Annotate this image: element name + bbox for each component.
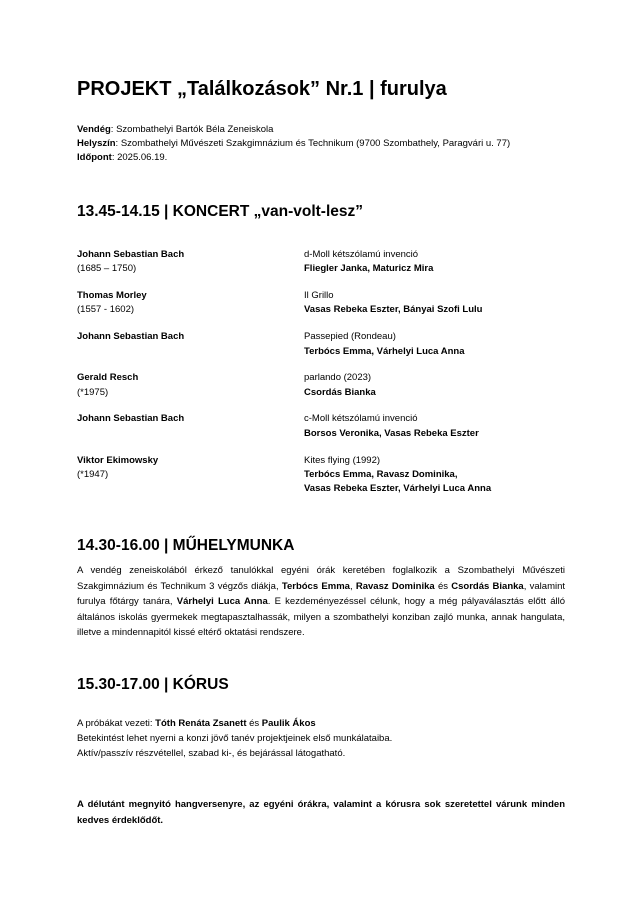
concert-heading: 13.45-14.15 | KONCERT „van-volt-lesz” — [77, 203, 364, 220]
workshop-name: Csordás Bianka — [451, 580, 524, 592]
program-piece: d-Moll kétszólamú invenció — [304, 249, 419, 260]
program-years: (*1947) — [77, 469, 109, 480]
choir-leaders-and: és — [246, 718, 262, 729]
program-performers: Borsos Veronika, Vasas Rebeka Eszter — [304, 428, 479, 439]
program-composer: Johann Sebastian Bach — [77, 331, 185, 342]
choir-heading: 15.30-17.00 | KÓRUS — [77, 676, 229, 693]
workshop-text: A vendég zeneiskolából érkező tanulókkal egyéni órák keretében foglalkozik a Szombathelyi Művészeti Szakgimnázium és Technikum 3 végzős diákja, — [77, 565, 565, 592]
choir-leader-name: Tóth Renáta Zsanett — [155, 718, 247, 729]
meta-venue — [77, 137, 510, 151]
choir-leaders — [77, 716, 316, 731]
choir-leader-name: Paulik Ákos — [261, 718, 316, 729]
program-performers: Fliegler Janka, Maturicz Mira — [304, 263, 434, 274]
choir-info: Betekintést lehet nyerni a konzi jövő tanév projektjeinek első munkálataiba. — [77, 733, 393, 744]
program-composer: Johann Sebastian Bach — [77, 413, 185, 424]
program-performers: Csordás Bianka — [304, 387, 376, 398]
program-piece: Kites flying (1992) — [304, 455, 381, 466]
meta-venue-label: Helyszín — [77, 138, 116, 149]
program-composer: Johann Sebastian Bach — [77, 249, 185, 260]
meta-guest-label: Vendég — [77, 124, 111, 135]
program-composer: Viktor Ekimowsky — [77, 455, 159, 466]
program-piece: c-Moll kétszólamú invenció — [304, 413, 418, 424]
program-piece: Il Grillo — [304, 290, 334, 301]
program-years: (*1975) — [77, 387, 109, 398]
program-performers: Vasas Rebeka Eszter, Bányai Szofi Lulu — [304, 304, 483, 315]
workshop-description — [77, 563, 565, 641]
program-performers: Terbócs Emma, Várhelyi Luca Anna — [304, 346, 465, 357]
program-composer: Gerald Resch — [77, 372, 139, 383]
closing-note: A délutánt megnyitó hangversenyre, az egyéni órákra, valamint a kórusra sok szeretettel várunk minden kedves érdeklődőt. — [77, 799, 565, 826]
program-years: (1685 – 1750) — [77, 263, 137, 274]
choir-access: Aktív/passzív részvétellel, szabad ki-, és bejárással látogatható. — [77, 748, 346, 759]
workshop-text: . E kezdeményezéssel célunk, hogy a még pályaválasztás előtt álló általános iskolás gyermekek megtapasztalhassák, milyen a szombathelyi konziban zajló munka, annak hangulata, illetve a mindennapitól kissé eltérő oktatási rendszere. — [77, 596, 565, 639]
choir-leaders-prefix: A próbákat vezeti: — [77, 718, 156, 729]
meta-date — [77, 151, 167, 165]
workshop-text: és — [434, 580, 452, 592]
program-performers: Terbócs Emma, Ravasz Dominika, — [304, 469, 458, 480]
workshop-heading: 14.30-16.00 | MŰHELYMUNKA — [77, 537, 295, 554]
document-title: PROJEKT „Találkozások” Nr.1 | furulya — [77, 78, 447, 100]
meta-date-value: : 2025.06.19. — [111, 152, 168, 163]
workshop-text: , valamint furulya főtárgy tanára, — [77, 580, 566, 608]
program-piece: Passepied (Rondeau) — [304, 331, 396, 342]
program-years: (1557 - 1602) — [77, 304, 135, 315]
workshop-name: Ravasz Dominika — [355, 580, 435, 592]
program-piece: parlando (2023) — [304, 372, 372, 383]
meta-date-label: Időpont — [77, 152, 112, 163]
meta-venue-value: : Szombathelyi Művészeti Szakgimnázium és Technikum (9700 Szombathely, Paragvári u. 77) — [115, 138, 511, 149]
workshop-name: Terbócs Emma — [281, 580, 350, 592]
meta-guest-value: : Szombathelyi Bartók Béla Zeneiskola — [110, 124, 274, 135]
program-composer: Thomas Morley — [77, 290, 147, 301]
program-performers: Vasas Rebeka Eszter, Várhelyi Luca Anna — [304, 483, 492, 494]
workshop-name: Várhelyi Luca Anna — [176, 596, 268, 608]
meta-guest — [77, 123, 273, 137]
workshop-text: , — [349, 580, 356, 592]
